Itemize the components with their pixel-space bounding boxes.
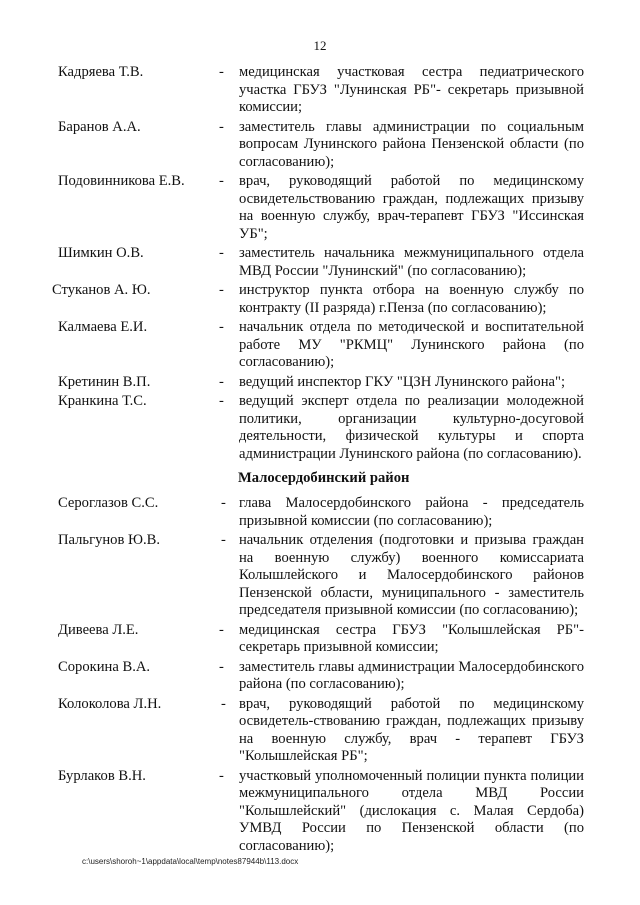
- member-role: глава Малосердобинского района - председатель призывной комиссии (по согласованию);: [239, 495, 584, 529]
- separator-dash: -: [219, 245, 224, 261]
- member-name: Дивеева Л.Е.: [58, 621, 139, 638]
- member-entry: [0, 119, 640, 172]
- member-role: ведущий инспектор ГКУ "ЦЗН Лунинского района";: [239, 373, 566, 390]
- member-name: Сорокина В.А.: [58, 658, 151, 675]
- member-role: ведущий эксперт отдела по реализации молодежной политики, организации культурно-досуговой деятельности, физической культуры и спорта администрации Лунинского района (по согласованию).: [239, 393, 584, 462]
- member-entry: [0, 696, 640, 766]
- member-role: заместитель главы администрации по социальным вопросам Лунинского района Пензенской области (по согласованию);: [239, 118, 584, 170]
- separator-dash: -: [219, 621, 224, 638]
- lunino-members: [0, 64, 640, 463]
- member-role: инструктор пункта отбора на военную службу по контракту (II разряда) г.Пенза (по согласованию);: [239, 282, 584, 316]
- commission-list: [0, 64, 640, 857]
- member-name: Кадряева Т.В.: [58, 64, 144, 80]
- separator-dash: -: [219, 118, 224, 135]
- separator-dash: -: [219, 282, 224, 298]
- malaya-serdoba-members: [0, 495, 640, 855]
- member-name: Пальгунов Ю.В.: [58, 532, 161, 548]
- member-entry: [0, 173, 640, 243]
- member-entry: [0, 374, 640, 392]
- section-title: Малосердобинский район: [238, 470, 410, 486]
- member-name: Стуканов А. Ю.: [52, 282, 151, 298]
- member-role: врач, руководящий работой по медицинскому освидетельствованию граждан, подлежащих призыву на военную службу, врач-терапевт ГБУЗ "Иссинская УБ";: [239, 173, 584, 242]
- member-role: медицинская сестра ГБУЗ "Колышлейская РБ"- секретарь призывной комиссии;: [239, 621, 584, 655]
- member-entry: [0, 319, 640, 372]
- member-role: начальник отдела по методической и воспитательной работе МУ "РКМЦ" Лунинского района (по согласованию);: [239, 319, 584, 370]
- separator-dash: -: [221, 532, 226, 548]
- separator-dash: -: [221, 495, 226, 511]
- member-name: Шимкин О.В.: [58, 245, 144, 261]
- member-name: Бурлаков В.Н.: [58, 767, 146, 784]
- separator-dash: -: [219, 767, 224, 784]
- separator-dash: -: [219, 64, 224, 80]
- separator-dash: -: [219, 658, 224, 675]
- page-number: 12: [313, 38, 327, 53]
- member-entry: [0, 768, 640, 856]
- member-name: Кранкина Т.С.: [58, 393, 147, 409]
- member-name: Колоколова Л.Н.: [58, 695, 162, 712]
- member-role: врач, руководящий работой по медицинскому освидетель-ствованию граждан, подлежащих призыву на военную службу, врач - терапевт ГБУЗ "Колышлейская РБ";: [239, 695, 584, 764]
- member-name: Сероглазов С.С.: [58, 495, 159, 511]
- member-role: участковый уполномоченный полиции пункта полиции межмуниципального отдела МВД России "Колышлейский" (дислокация с. Малая Сердоба) УМВД России по Пензенской области (по согласованию);: [239, 767, 584, 854]
- footer-file-path: c:\users\shoroh~1\appdata\local\temp\notes87944b\113.docx: [82, 857, 299, 866]
- member-entry: [0, 282, 640, 317]
- member-name: Баранов А.А.: [58, 118, 141, 135]
- separator-dash: -: [221, 695, 226, 712]
- member-role: заместитель начальника межмуниципального отдела МВД России "Лунинский" (по согласованию);: [239, 245, 584, 279]
- separator-dash: -: [219, 319, 224, 335]
- member-entry: [0, 64, 640, 117]
- separator-dash: -: [219, 393, 224, 409]
- member-entry: [0, 532, 640, 620]
- member-entry: [0, 659, 640, 694]
- member-name: Кретинин В.П.: [58, 373, 151, 390]
- member-role: начальник отделения (подготовки и призыва граждан на военную службу) военного комиссариата Колышлейского и Малосердобинского районов Пензенской области, муниципального - заместитель председателя призывной комиссии (по согласованию);: [239, 532, 584, 618]
- separator-dash: -: [219, 173, 224, 189]
- member-entry: [0, 245, 640, 280]
- member-name: Подовинникова Е.В.: [58, 173, 185, 189]
- member-entry: [0, 622, 640, 657]
- member-role: заместитель главы администрации Малосердобинского района (по согласованию);: [239, 658, 584, 692]
- member-name: Калмаева Е.И.: [58, 319, 148, 335]
- separator-dash: -: [219, 373, 224, 390]
- member-entry: [0, 495, 640, 530]
- member-role: медицинская участковая сестра педиатрического участка ГБУЗ "Лунинская РБ"- секретарь призывной комиссии;: [239, 64, 584, 115]
- member-entry: [0, 393, 640, 463]
